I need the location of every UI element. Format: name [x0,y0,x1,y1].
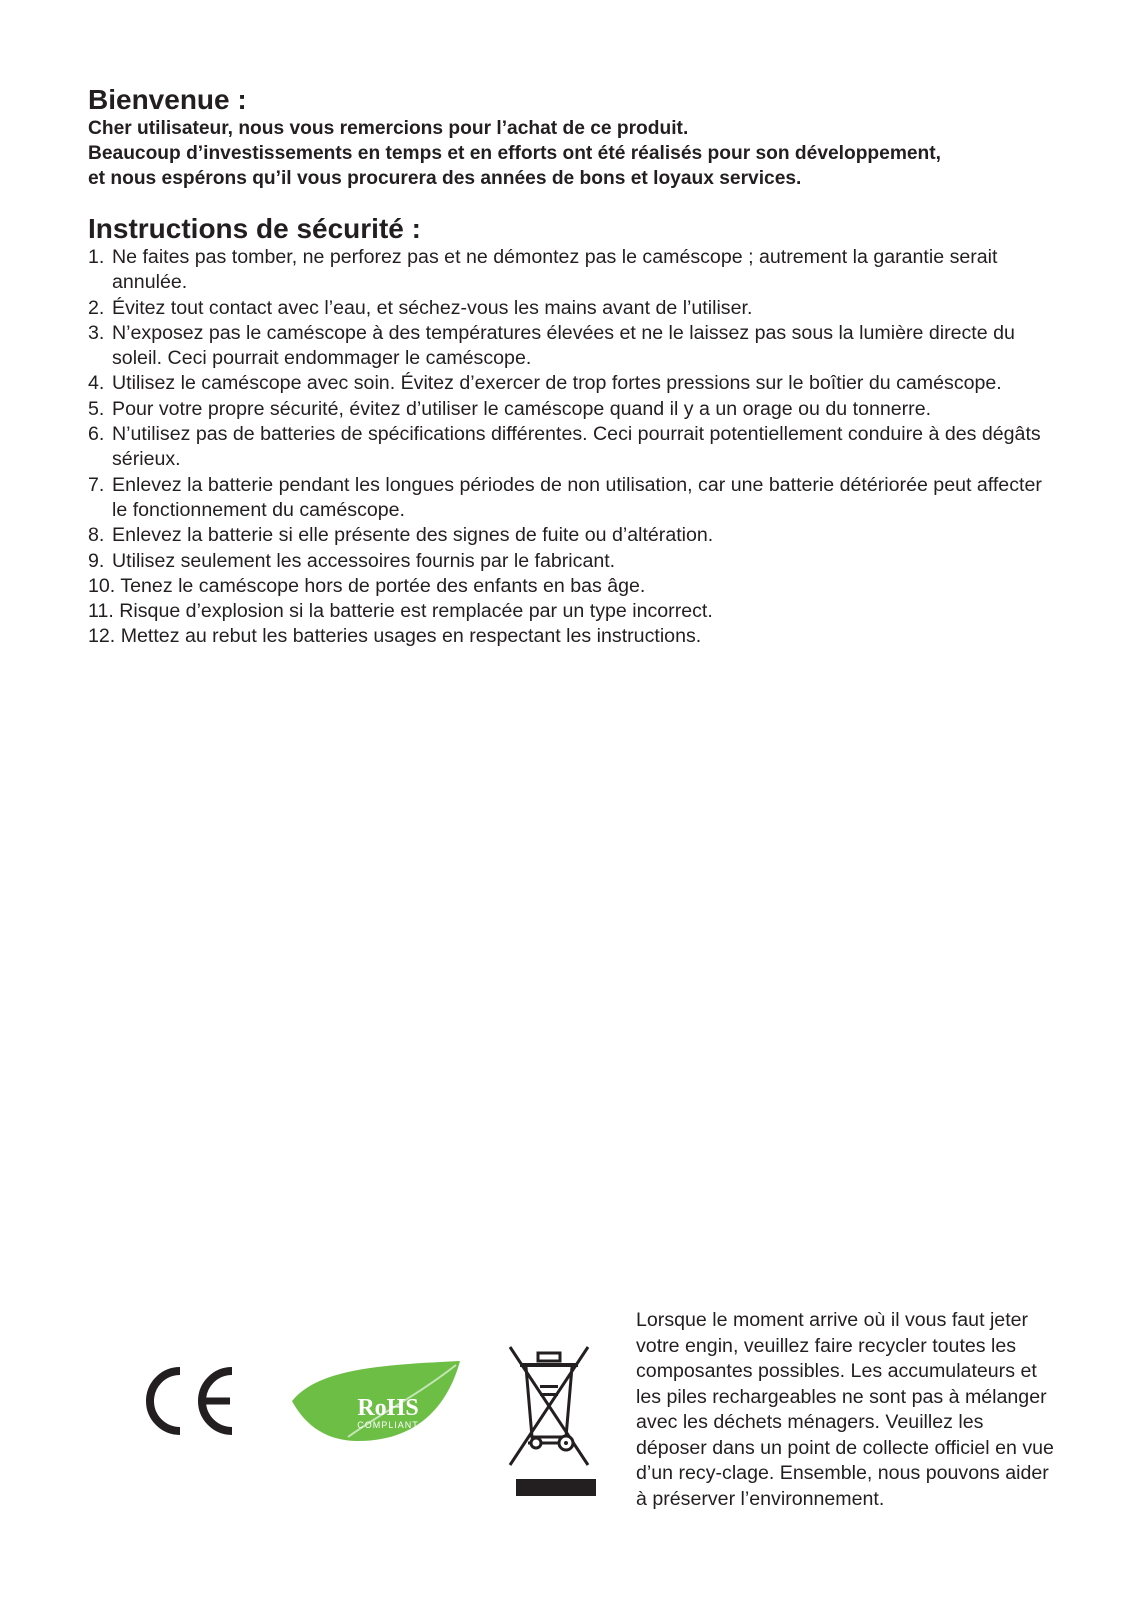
crossed-out-bin-icon [508,1345,590,1467]
item-text: Utilisez seulement les accessoires fournis par le fabricant. [112,549,616,572]
item-number: 4. [88,372,105,395]
safety-item [88,574,1058,599]
item-number: 3. [88,321,105,344]
safety-item [88,599,1058,624]
item-text: N’exposez pas le caméscope à des températures élevées et ne le laissez pas sous la lumière directe du soleil. Ceci pourrait endommager le caméscope. [112,321,1015,370]
item-text: Pour votre propre sécurité, évitez d’utiliser le caméscope quand il y a un orage ou du tonnerre. [112,397,932,420]
item-text: Enlevez la batterie si elle présente des signes de fuite ou d’altération. [112,524,714,547]
safety-title: Instructions de sécurité : [88,213,421,244]
welcome-title: Bienvenue : [88,84,247,115]
item-number: 12. [88,625,116,648]
item-number: 11. [88,600,114,623]
safety-item [88,371,1058,396]
ce-mark-icon [140,1367,238,1435]
safety-item [88,245,1058,296]
item-text: Tenez le caméscope hors de portée des enfants en bas âge. [120,574,646,597]
safety-item [88,397,1058,422]
welcome-intro [88,116,1058,191]
item-number: 2. [88,296,105,319]
item-text: Évitez tout contact avec l’eau, et séchez-vous les mains avant de l’utiliser. [112,296,753,319]
item-text: N’utilisez pas de batteries de spécifications différentes. Ceci pourrait potentiellement conduire à des dégâts sérieux. [112,423,1041,471]
item-text: Ne faites pas tomber, ne perforez pas et ne démontez pas le caméscope ; autrement la garantie serait annulée. [112,246,998,294]
item-number: 1. [88,246,105,268]
safety-item [88,523,1058,548]
item-text: Utilisez le caméscope avec soin. Évitez d’exercer de trop fortes pressions sur le boîtier du caméscope. [112,372,1002,395]
safety-item [88,296,1058,321]
item-text: Mettez au rebut les batteries usages en respectant les instructions. [120,625,702,648]
item-text: Enlevez la batterie pendant les longues périodes de non utilisation, car une batterie détériorée peut affecter le fonctionnement du caméscope. [112,473,1042,521]
safety-list [88,245,1058,650]
safety-item [88,549,1058,574]
weee-bar [516,1479,596,1496]
recycling-notice: Lorsque le moment arrive où il vous faut jeter votre engin, veuillez faire recycler toutes les composantes possibles. Les accumulateurs et les piles rechargeables ne sont pas à mélanger avec les déchets ménagers. Veuillez les déposer dans un point de collecte officiel en vue d’un recy-clage. Ensemble, nous pouvons aider à préserver l’environnement. [636,1309,1054,1510]
item-number: 7. [88,473,105,496]
item-text: Risque d’explosion si la batterie est remplacée par un type incorrect. [119,600,713,623]
welcome-line: Beaucoup d’investissements en temps et en efforts ont été réalisés pour son développement, [88,143,942,164]
item-number: 5. [88,397,105,420]
rohs-leaf-icon [288,1355,466,1445]
item-number: 9. [88,549,105,572]
page-content [88,84,1058,650]
item-number: 6. [88,423,105,446]
welcome-line: et nous espérons qu’il vous procurera des années de bons et loyaux services. [88,168,802,189]
rohs-label: RoHS [357,1395,419,1421]
compliance-logos [140,1345,610,1505]
safety-item [88,624,1058,649]
rohs-sub-label: COMPLIANT [357,1420,419,1430]
safety-item [88,473,1058,524]
welcome-line: Cher utilisateur, nous vous remercions pour l’achat de ce produit. [88,118,689,139]
safety-item [88,422,1058,473]
item-number: 8. [88,524,105,547]
safety-item [88,321,1058,372]
item-number: 10. [88,574,116,597]
